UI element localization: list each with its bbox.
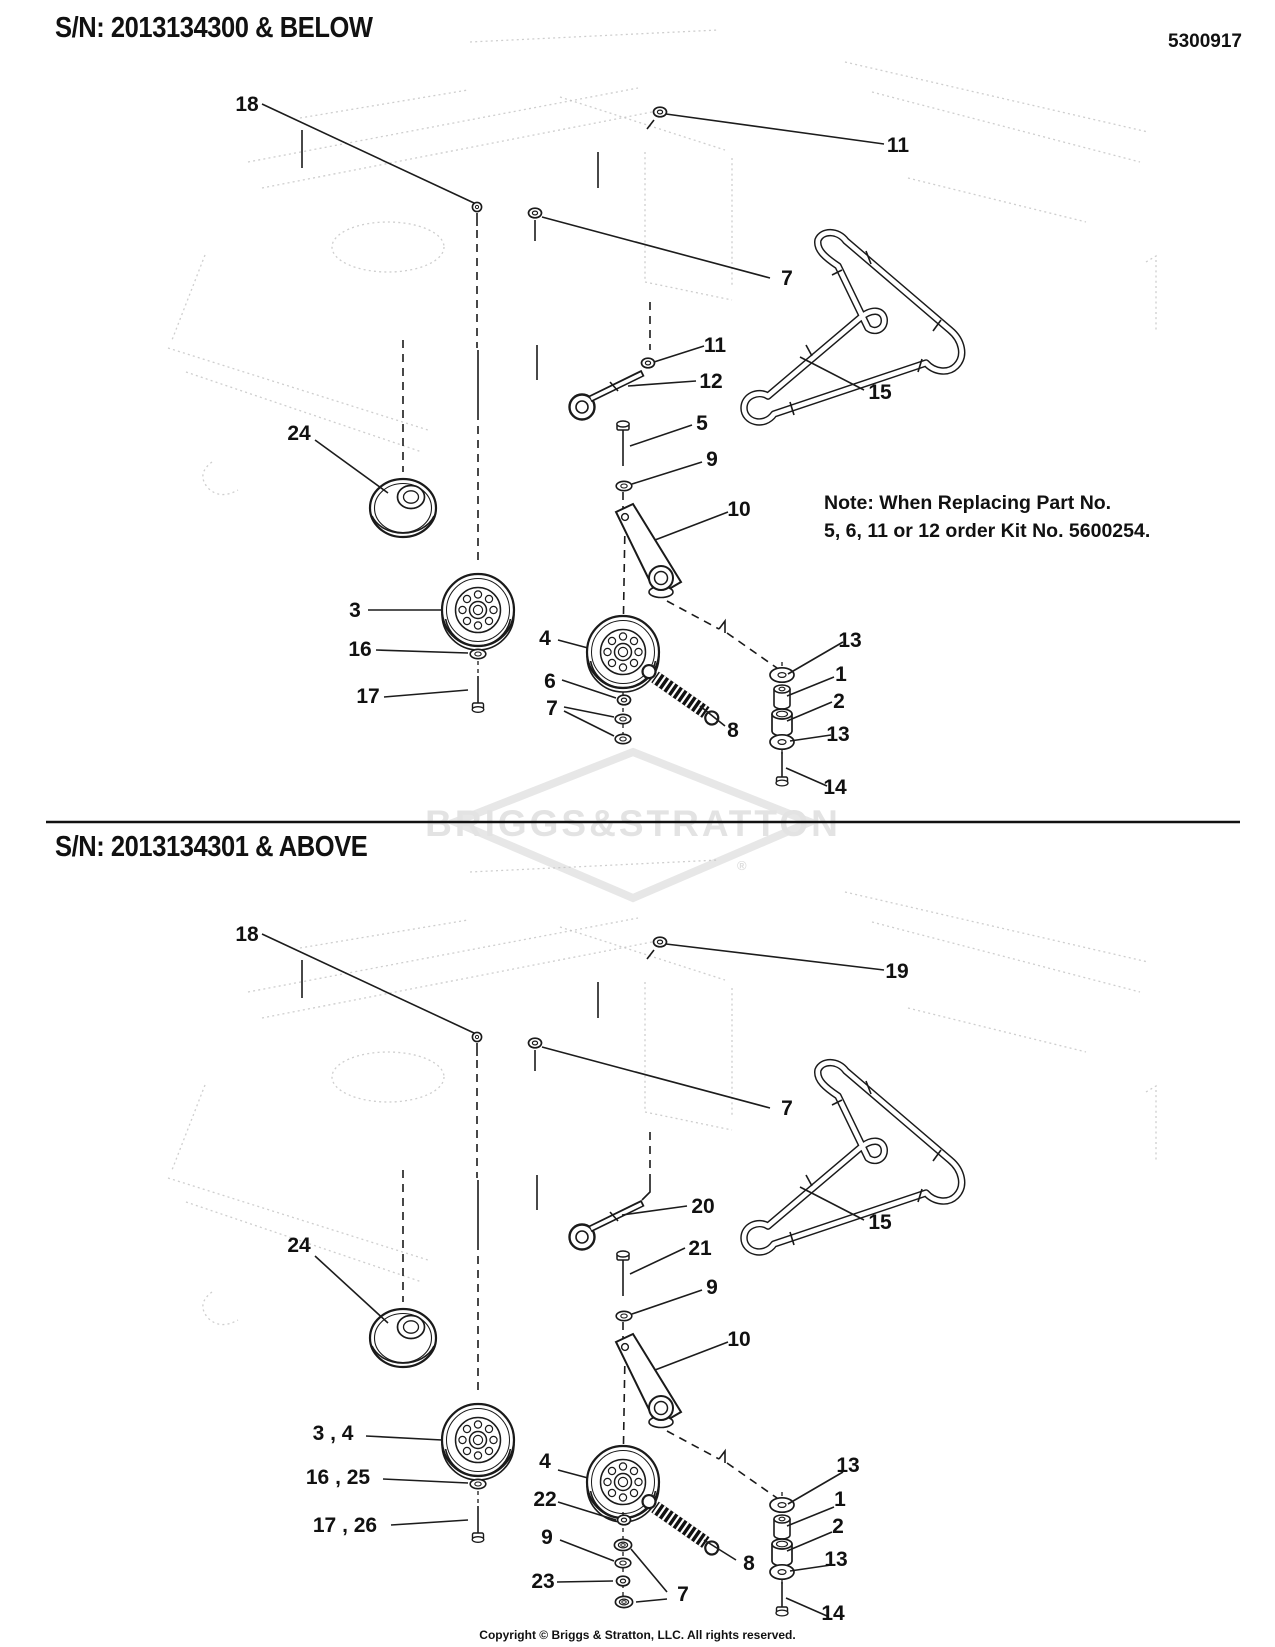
bottom-callouts (235, 923, 908, 1625)
nut-11b (642, 358, 655, 368)
callout-1: 1 (834, 1488, 846, 1511)
callout-22: 22 (533, 1488, 557, 1511)
callout-4: 4 (539, 1450, 551, 1473)
callout-3-4: 3 , 4 (312, 1422, 354, 1445)
callout-14: 14 (823, 776, 847, 799)
document-number: 5300917 (1168, 31, 1242, 52)
note-line-2: 5, 6, 11 or 12 order Kit No. 5600254. (824, 519, 1151, 542)
callout-11a: 11 (886, 134, 910, 157)
bottom-section-title (55, 831, 410, 864)
washer-7a (615, 714, 631, 723)
callout-8: 8 (743, 1552, 755, 1575)
callout-9: 9 (706, 448, 718, 471)
callout-9a: 9 (706, 1276, 718, 1299)
callout-16: 16 (348, 638, 372, 661)
callout-16-25: 16 , 25 (305, 1466, 371, 1489)
registered-mark: ® (737, 858, 747, 873)
top-leader-lines (262, 104, 884, 786)
callout-17-26: 17 , 26 (312, 1514, 378, 1537)
callout-7b: 7 (546, 697, 558, 720)
callout-13b: 13 (826, 723, 850, 746)
callout-10: 10 (727, 498, 751, 521)
callout-4: 4 (539, 627, 551, 650)
callout-17: 17 (356, 685, 380, 708)
callout-18: 18 (235, 923, 259, 946)
nut-23 (617, 1576, 630, 1586)
callout-11b: 11 (703, 334, 727, 357)
callout-8: 8 (727, 719, 739, 742)
callout-1: 1 (835, 663, 847, 686)
callout-13a: 13 (836, 1454, 860, 1477)
note-line-1: Note: When Replacing Part No. (824, 492, 1112, 514)
callout-14: 14 (821, 1602, 845, 1625)
callout-20: 20 (691, 1195, 715, 1218)
callout-7a: 7 (781, 1097, 793, 1120)
watermark-text: BRIGGS&STRATTON (425, 803, 841, 844)
top-section-title (55, 12, 416, 45)
nut-6 (618, 695, 631, 705)
callout-24: 24 (287, 422, 311, 445)
callout-10: 10 (727, 1328, 751, 1351)
callout-5: 5 (696, 412, 708, 435)
callout-7b: 7 (677, 1583, 689, 1606)
top-callouts (235, 93, 909, 799)
callout-13b: 13 (824, 1548, 848, 1571)
briggs-stratton-watermark (425, 752, 841, 898)
washer-7b (615, 734, 631, 743)
top-section-title-text: S/N: 2013134300 & BELOW (55, 12, 373, 44)
callout-3: 3 (349, 599, 361, 622)
bottom-section-title-text: S/N: 2013134301 & ABOVE (55, 831, 368, 863)
flanged-nut-7c (614, 1539, 631, 1550)
callout-18: 18 (235, 93, 259, 116)
callout-9b: 9 (541, 1526, 553, 1549)
callout-19: 19 (885, 960, 909, 983)
callout-6: 6 (544, 670, 556, 693)
washer-9b (615, 1558, 631, 1567)
replacement-note (824, 490, 1150, 545)
callout-21: 21 (688, 1237, 712, 1260)
copyright-notice: Copyright © Briggs & Stratton, LLC. All rights reserved. (479, 1628, 796, 1642)
flanged-nut-7d (615, 1596, 632, 1607)
nut-22 (618, 1515, 631, 1525)
callout-24: 24 (287, 1234, 311, 1257)
callout-2: 2 (833, 690, 845, 713)
callout-15: 15 (868, 1211, 892, 1234)
callout-15: 15 (868, 381, 892, 404)
callout-7a: 7 (781, 267, 793, 290)
callout-2: 2 (832, 1515, 844, 1538)
callout-13a: 13 (838, 629, 862, 652)
callout-23: 23 (531, 1570, 555, 1593)
callout-12: 12 (699, 370, 723, 393)
